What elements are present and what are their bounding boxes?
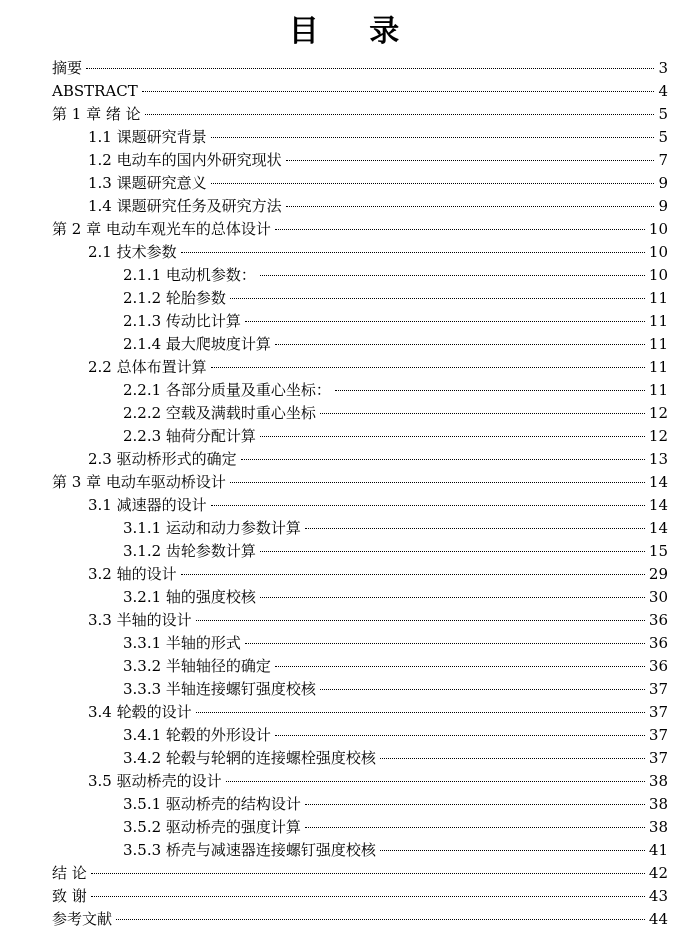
toc-entry-page-number: 44 [648,910,668,928]
toc-entry[interactable] [52,80,668,103]
toc-entry[interactable] [52,448,668,471]
dot-leader [305,827,645,828]
toc-entry-page-number: 11 [648,358,668,376]
toc-entry[interactable] [52,701,668,724]
toc-entry[interactable] [52,540,668,563]
toc-entry-page-number: 36 [648,611,668,629]
toc-entry-page-number: 37 [648,726,668,744]
toc-entry[interactable] [52,724,668,747]
dot-leader [181,252,645,253]
toc-entry-label: 3.1 减速器的设计 [88,496,207,514]
toc-entry-label: 3.2.1 轴的强度校核 [123,588,256,606]
toc-entry-label: 3.5.3 桥壳与减速器连接螺钉强度校核 [123,841,376,859]
toc-entry[interactable] [52,586,668,609]
toc-entry-page-number: 11 [648,289,668,307]
toc-entry[interactable] [52,57,668,80]
toc-entry-page-number: 5 [658,128,668,146]
toc-entry-label: 3.4.2 轮毂与轮辋的连接螺栓强度校核 [123,749,376,767]
toc-entry-label: 3.1.1 运动和动力参数计算 [123,519,301,537]
toc-entry-page-number: 11 [648,312,668,330]
toc-entry[interactable] [52,333,668,356]
dot-leader [286,206,655,207]
toc-entry-label: 3.5 驱动桥壳的设计 [88,772,222,790]
toc-entry-page-number: 42 [648,864,668,882]
toc-entry-page-number: 41 [648,841,668,859]
toc-entry-page-number: 13 [648,450,668,468]
toc-entry-page-number: 11 [648,335,668,353]
dot-leader [260,551,645,552]
toc-entry[interactable] [52,517,668,540]
toc-entry[interactable] [52,218,668,241]
toc-entry-label: 2.1.2 轮胎参数 [123,289,226,307]
toc-entry-page-number: 10 [648,220,668,238]
toc-entry[interactable] [52,402,668,425]
toc-entry[interactable] [52,356,668,379]
toc-entry-label: 3.2 轴的设计 [88,565,177,583]
toc-entry[interactable] [52,908,668,931]
toc-entry-page-number: 29 [648,565,668,583]
toc-entry-label: 3.4 轮毂的设计 [88,703,192,721]
toc-entry-page-number: 10 [648,243,668,261]
toc-entry[interactable] [52,241,668,264]
toc-entry-page-number: 15 [648,542,668,560]
toc-entry[interactable] [52,425,668,448]
toc-entry-label: 2.2 总体布置计算 [88,358,207,376]
toc-entry-label: 2.2.1 各部分质量及重心坐标： [123,381,331,399]
toc-entry[interactable] [52,563,668,586]
toc-entry-page-number: 36 [648,634,668,652]
dot-leader [211,137,655,138]
toc-entry-page-number: 14 [648,519,668,537]
toc-entry[interactable] [52,862,668,885]
dot-leader [335,390,645,391]
toc-entry-label: 第 2 章 电动车观光车的总体设计 [52,220,271,238]
toc-entry-label: 2.1 技术参数 [88,243,177,261]
toc-entry[interactable] [52,379,668,402]
toc-entry-label: 3.3 半轴的设计 [88,611,192,629]
toc-entry-page-number: 5 [658,105,668,123]
toc-entry-label: 1.2 电动车的国内外研究现状 [88,151,282,169]
toc-entry-label: 摘要 [52,59,83,77]
toc-entry[interactable] [52,655,668,678]
dot-leader [286,160,655,161]
dot-leader [275,666,645,667]
dot-leader [275,229,645,230]
toc-entry-label: 1.3 课题研究意义 [88,174,207,192]
dot-leader [211,367,645,368]
dot-leader [196,712,645,713]
toc-entry-page-number: 9 [658,174,668,192]
toc-entry-page-number: 30 [648,588,668,606]
toc-entry[interactable] [52,839,668,862]
toc-entry[interactable] [52,172,668,195]
dot-leader [305,528,645,529]
toc-entry[interactable] [52,471,668,494]
page-title: 目 录 [288,14,420,49]
dot-leader [260,436,645,437]
dot-leader [320,413,645,414]
dot-leader [260,275,645,276]
toc-entry-label: 3.5.1 驱动桥壳的结构设计 [123,795,301,813]
toc-entry[interactable] [52,126,668,149]
toc-entry-label: 2.1.1 电动机参数： [123,266,256,284]
toc-entry-label: 3.4.1 轮毂的外形设计 [123,726,271,744]
dot-leader [116,919,645,920]
dot-leader [245,321,645,322]
toc-entry[interactable] [52,287,668,310]
toc-entry-label: 2.1.4 最大爬坡度计算 [123,335,271,353]
toc-entry-page-number: 12 [648,404,668,422]
toc-entry-label: 致 谢 [52,887,87,905]
toc-entry-page-number: 4 [658,82,668,100]
toc-entry-label: 2.1.3 传动比计算 [123,312,241,330]
toc-entry[interactable] [52,310,668,333]
toc-entry-page-number: 7 [658,151,668,169]
toc-entry-label: 2.2.2 空载及满载时重心坐标 [123,404,316,422]
toc-entry-label: 2.2.3 轴荷分配计算 [123,427,256,445]
toc-entry-label: 3.3.1 半轴的形式 [123,634,241,652]
toc-entry-label: 3.1.2 齿轮参数计算 [123,542,256,560]
toc-entry-label: 1.4 课题研究任务及研究方法 [88,197,282,215]
dot-leader [230,298,645,299]
table-of-contents [52,57,668,931]
toc-entry-label: 3.5.2 驱动桥壳的强度计算 [123,818,301,836]
dot-leader [380,758,645,759]
toc-entry-page-number: 37 [648,680,668,698]
toc-entry-label: 1.1 课题研究背景 [88,128,207,146]
dot-leader [305,804,645,805]
toc-entry[interactable] [52,793,668,816]
dot-leader [226,781,645,782]
toc-entry-page-number: 37 [648,703,668,721]
toc-entry[interactable] [52,678,668,701]
toc-entry-page-number: 11 [648,381,668,399]
toc-entry-page-number: 37 [648,749,668,767]
dot-leader [86,68,654,69]
toc-entry[interactable] [52,195,668,218]
dot-leader [196,620,645,621]
dot-leader [91,896,645,897]
toc-entry-label: 第 1 章 绪 论 [52,105,141,123]
toc-entry-label: 参考文献 [52,910,113,928]
toc-entry-page-number: 43 [648,887,668,905]
toc-entry-page-number: 12 [648,427,668,445]
dot-leader [320,689,645,690]
dot-leader [275,344,645,345]
dot-leader [380,850,645,851]
dot-leader [241,459,645,460]
toc-entry[interactable] [52,264,668,287]
toc-entry-page-number: 38 [648,772,668,790]
dot-leader [181,574,645,575]
toc-entry[interactable] [52,632,668,655]
toc-entry-page-number: 36 [648,657,668,675]
toc-entry-page-number: 14 [648,473,668,491]
dot-leader [142,91,655,92]
dot-leader [260,597,645,598]
toc-entry-label: ABSTRACT [52,82,138,100]
toc-entry-page-number: 9 [658,197,668,215]
toc-entry[interactable] [52,747,668,770]
toc-entry-page-number: 38 [648,818,668,836]
toc-entry[interactable] [52,609,668,632]
toc-entry[interactable] [52,149,668,172]
toc-entry-label: 第 3 章 电动车驱动桥设计 [52,473,226,491]
dot-leader [211,183,655,184]
toc-entry-page-number: 10 [648,266,668,284]
toc-entry[interactable] [52,103,668,126]
toc-entry-page-number: 3 [658,59,668,77]
dot-leader [230,482,645,483]
toc-entry-label: 3.3.3 半轴连接螺钉强度校核 [123,680,316,698]
toc-entry[interactable] [52,885,668,908]
dot-leader [145,114,655,115]
toc-entry-label: 2.3 驱动桥形式的确定 [88,450,237,468]
toc-entry[interactable] [52,494,668,517]
dot-leader [245,643,645,644]
dot-leader [91,873,645,874]
toc-entry-page-number: 14 [648,496,668,514]
toc-entry[interactable] [52,770,668,793]
toc-entry-label: 结 论 [52,864,87,882]
dot-leader [211,505,645,506]
dot-leader [275,735,645,736]
toc-entry[interactable] [52,816,668,839]
toc-entry-label: 3.3.2 半轴轴径的确定 [123,657,271,675]
toc-entry-page-number: 38 [648,795,668,813]
